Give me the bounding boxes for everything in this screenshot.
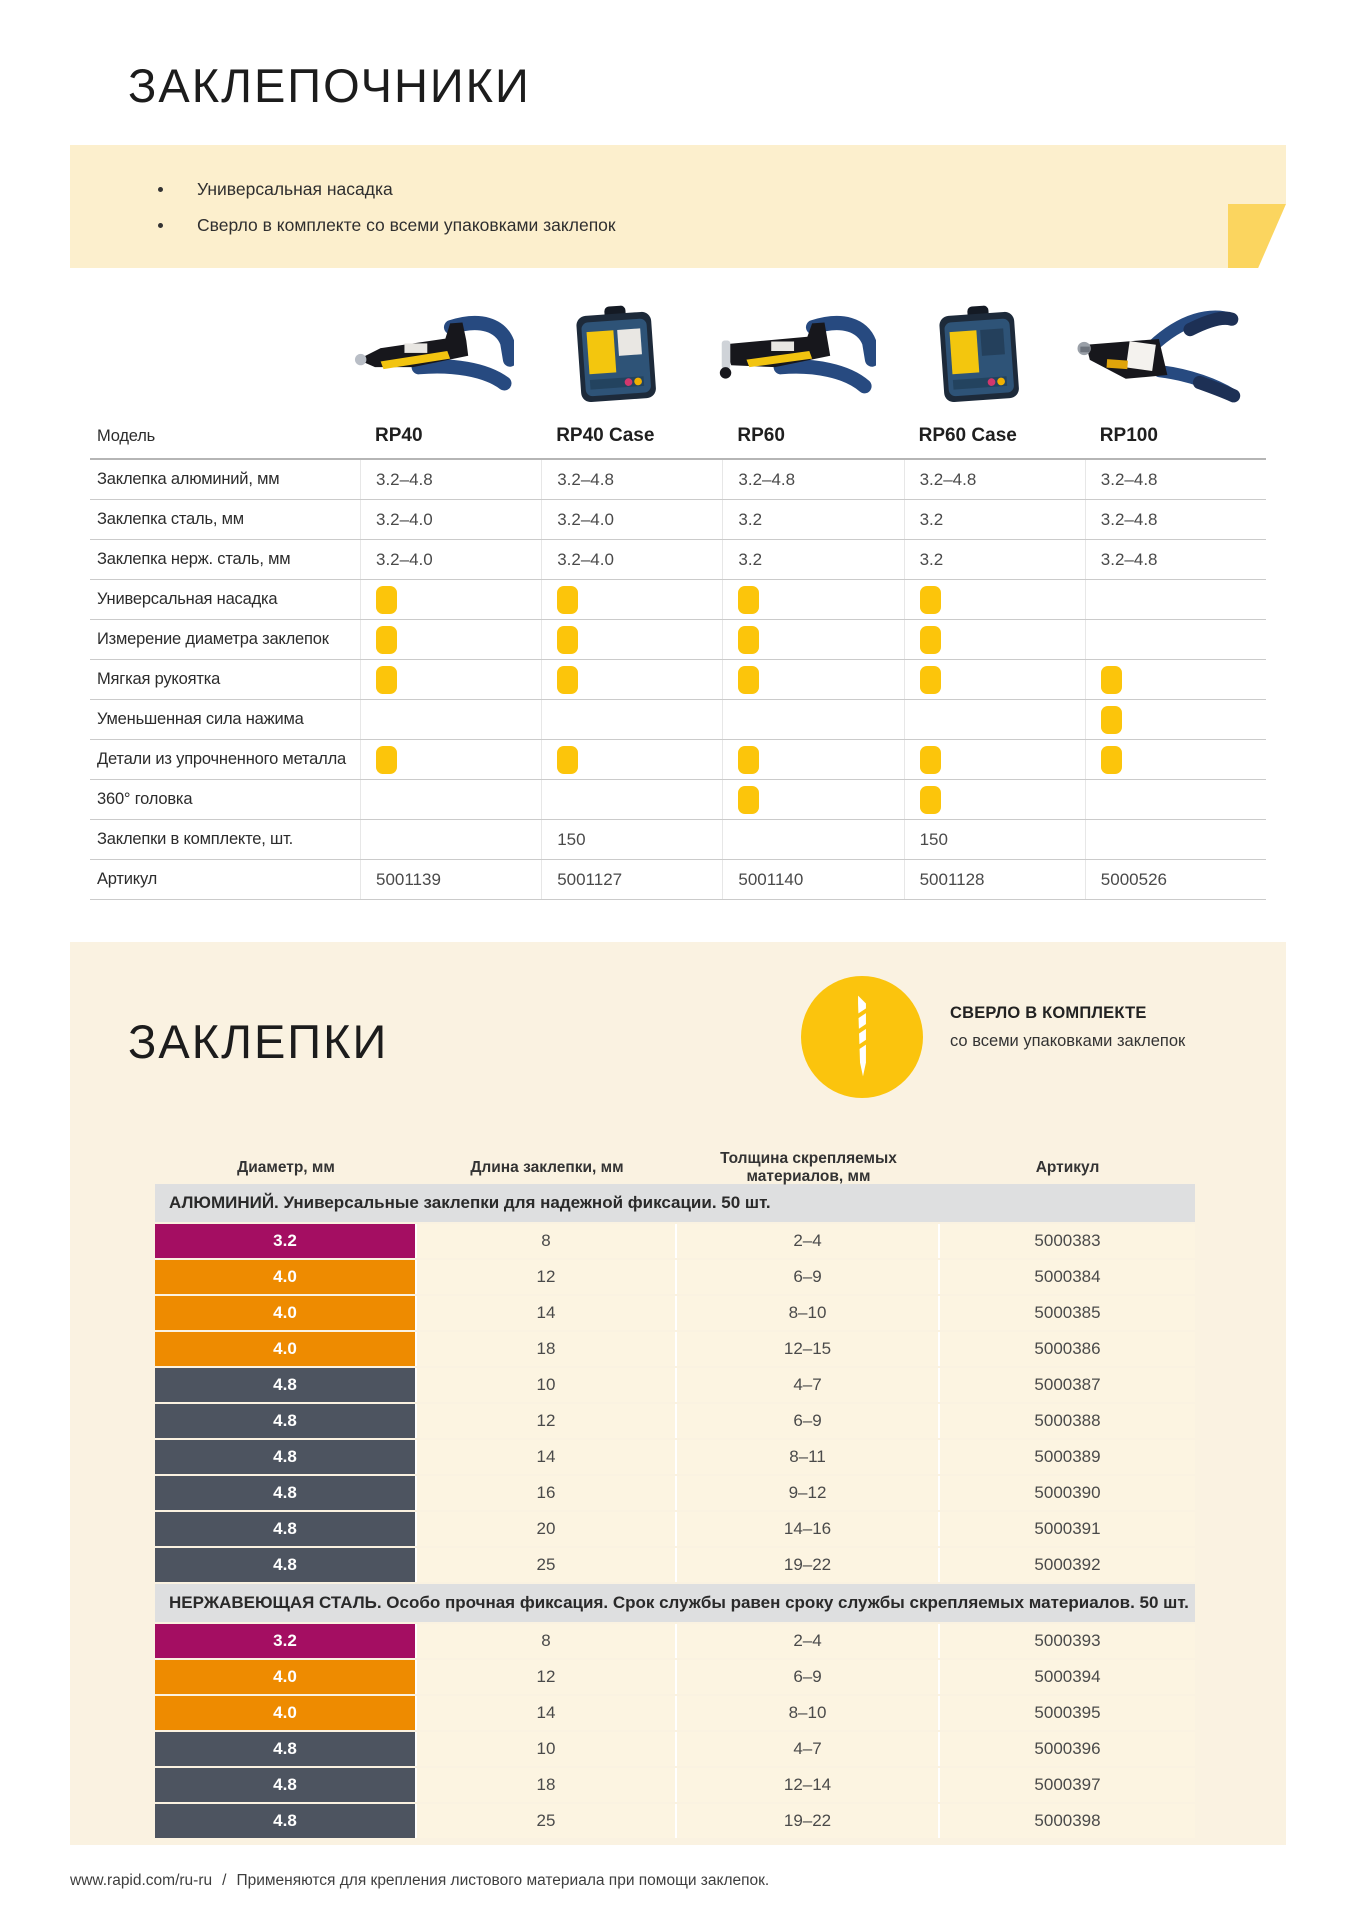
intro-bullet [158,179,1286,200]
diameter-cell: 3.2 [155,1624,417,1658]
diameter-cell: 4.8 [155,1368,417,1402]
cell: 5001127 [541,860,722,899]
bullet-dot [158,187,163,192]
cell [904,620,1085,659]
cell [722,780,903,819]
cell [541,780,722,819]
model-name-rp40-case: RP40 Case [556,425,655,446]
cell: 3.2–4.8 [904,460,1085,499]
length-cell: 12 [417,1404,677,1438]
case-rp60-image [932,300,1028,410]
sku-cell: 5000390 [940,1476,1195,1510]
table-row [155,1768,1195,1802]
diameter-cell: 3.2 [155,1224,417,1258]
sku-cell: 5000394 [940,1660,1195,1694]
table-row [155,1804,1195,1838]
cell [1085,700,1266,739]
table-row [90,740,1266,780]
thickness-cell: 12–15 [677,1332,940,1366]
length-cell: 14 [417,1296,677,1330]
length-cell: 18 [417,1332,677,1366]
cell: 3.2 [722,540,903,579]
cell: 3.2 [904,540,1085,579]
cell: 5000526 [1085,860,1266,899]
feature-mark-icon [920,786,941,814]
feature-mark-icon [920,586,941,614]
page-title-rivets: ЗАКЛЕПКИ [128,1015,389,1068]
rivets-table [155,1150,1195,1840]
material-section-header: НЕРЖАВЕЮЩАЯ СТАЛЬ. Особо прочная фиксация. Срок службы равен сроку службы скрепляемых материалов. 50 шт. [155,1584,1195,1622]
cell [360,700,541,739]
feature-mark-icon [738,666,759,694]
fold-triangle [1228,204,1286,268]
table-row [155,1224,1195,1258]
cell: 3.2–4.0 [541,500,722,539]
bullet-dot [158,223,163,228]
cell: 5001140 [722,860,903,899]
thickness-cell: 8–11 [677,1440,940,1474]
diameter-cell: 4.0 [155,1260,417,1294]
cell: 3.2–4.0 [541,540,722,579]
table-row [155,1368,1195,1402]
cell [722,820,903,859]
cell: 3.2–4.0 [360,540,541,579]
cell [541,740,722,779]
cell: 150 [541,820,722,859]
model-name-rp60: RP60 [737,425,785,446]
table-row [155,1660,1195,1694]
cell: 3.2–4.8 [722,460,903,499]
cell [1085,620,1266,659]
intro-bullet-list [70,145,1286,236]
header-diameter: Диаметр, мм [237,1159,335,1176]
sku-cell: 5000387 [940,1368,1195,1402]
cell: 3.2–4.8 [541,460,722,499]
cell [904,660,1085,699]
thickness-cell: 2–4 [677,1624,940,1658]
table-row [155,1624,1195,1658]
cell: 3.2–4.8 [1085,460,1266,499]
model-name-rp40: RP40 [375,425,423,446]
sku-cell: 5000391 [940,1512,1195,1546]
diameter-cell: 4.8 [155,1512,417,1546]
cell [904,700,1085,739]
diameter-cell: 4.8 [155,1732,417,1766]
feature-mark-icon [920,746,941,774]
table-row [90,820,1266,860]
diameter-cell: 4.8 [155,1804,417,1838]
length-cell: 8 [417,1224,677,1258]
feature-mark-icon [920,666,941,694]
riveter-rp40-image [352,312,514,410]
sku-cell: 5000395 [940,1696,1195,1730]
diameter-cell: 4.8 [155,1404,417,1438]
row-label: Артикул [97,870,158,888]
cell [360,580,541,619]
cell [722,660,903,699]
rivets-table-body [155,1184,1195,1838]
footer-separator: / [222,1872,227,1889]
feature-mark-icon [557,626,578,654]
thickness-cell: 6–9 [677,1404,940,1438]
table-row [155,1696,1195,1730]
row-label: Заклепка сталь, мм [97,510,244,528]
product-image-rp100 [1085,292,1266,414]
length-cell: 10 [417,1368,677,1402]
page-footer [70,1872,769,1890]
row-label: Мягкая рукоятка [97,670,221,688]
sku-cell: 5000383 [940,1224,1195,1258]
thickness-cell: 14–16 [677,1512,940,1546]
length-cell: 14 [417,1440,677,1474]
model-header-row [90,414,1266,460]
row-label: Заклепка нерж. сталь, мм [97,550,291,568]
row-label: Уменьшенная сила нажима [97,710,304,728]
feature-mark-icon [738,746,759,774]
cell [1085,580,1266,619]
cell [360,660,541,699]
sku-cell: 5000385 [940,1296,1195,1330]
cell [904,580,1085,619]
riveters-section [90,292,1266,900]
table-row [90,500,1266,540]
diameter-cell: 4.8 [155,1548,417,1582]
intro-bullet-text: Универсальная насадка [197,179,393,199]
thickness-cell: 19–22 [677,1804,940,1838]
sku-cell: 5000398 [940,1804,1195,1838]
thickness-cell: 8–10 [677,1296,940,1330]
feature-mark-icon [557,586,578,614]
sku-cell: 5000393 [940,1624,1195,1658]
sku-cell: 5000396 [940,1732,1195,1766]
cell: 5001128 [904,860,1085,899]
thickness-cell: 4–7 [677,1732,940,1766]
diameter-cell: 4.8 [155,1440,417,1474]
diameter-cell: 4.8 [155,1768,417,1802]
thickness-cell: 2–4 [677,1224,940,1258]
row-label: Универсальная насадка [97,590,278,608]
feature-mark-icon [920,626,941,654]
cell [360,740,541,779]
length-cell: 14 [417,1696,677,1730]
intro-bullet-text: Сверло в комплекте со всеми упаковками заклепок [197,215,616,235]
table-row [155,1548,1195,1582]
page-fold-corner [1228,204,1286,268]
thickness-cell: 8–10 [677,1696,940,1730]
cell [360,780,541,819]
table-row [155,1732,1195,1766]
table-row [90,700,1266,740]
length-cell: 16 [417,1476,677,1510]
table-row [90,660,1266,700]
feature-mark-icon [738,786,759,814]
cell: 3.2 [904,500,1085,539]
cell [722,700,903,739]
length-cell: 25 [417,1804,677,1838]
table-row [90,620,1266,660]
feature-mark-icon [557,666,578,694]
sku-cell: 5000384 [940,1260,1195,1294]
feature-mark-icon [376,626,397,654]
thickness-cell: 6–9 [677,1260,940,1294]
table-row [155,1404,1195,1438]
feature-mark-icon [738,586,759,614]
feature-mark-icon [1101,706,1122,734]
length-cell: 12 [417,1660,677,1694]
header-thickness: Толщина скрепляемых материалов, мм [720,1150,897,1185]
sku-cell: 5000389 [940,1440,1195,1474]
intro-bullet [158,215,1286,236]
sku-cell: 5000397 [940,1768,1195,1802]
diameter-cell: 4.0 [155,1296,417,1330]
table-row [155,1332,1195,1366]
riveter-rp60-image [714,312,876,410]
row-label: Измерение диаметра заклепок [97,630,329,648]
feature-mark-icon [376,586,397,614]
length-cell: 25 [417,1548,677,1582]
cell [541,580,722,619]
table-row [90,780,1266,820]
row-label: Детали из упрочненного металла [97,750,346,768]
feature-mark-icon [376,666,397,694]
thickness-cell: 6–9 [677,1660,940,1694]
thickness-cell: 4–7 [677,1368,940,1402]
cell: 3.2–4.0 [360,500,541,539]
feature-mark-icon [1101,666,1122,694]
table-row [155,1440,1195,1474]
table-row [155,1476,1195,1510]
cell [1085,780,1266,819]
cell [541,620,722,659]
diameter-cell: 4.0 [155,1696,417,1730]
cell: 3.2–4.8 [1085,500,1266,539]
diameter-cell: 4.0 [155,1332,417,1366]
footer-url[interactable]: www.rapid.com/ru-ru [70,1872,213,1889]
length-cell: 8 [417,1624,677,1658]
thickness-cell: 9–12 [677,1476,940,1510]
table-row [155,1296,1195,1330]
feature-mark-icon [557,746,578,774]
table-row [90,580,1266,620]
length-cell: 20 [417,1512,677,1546]
cell: 5001139 [360,860,541,899]
feature-mark-icon [376,746,397,774]
model-name-rp60-case: RP60 Case [918,425,1017,446]
diameter-cell: 4.0 [155,1660,417,1694]
cell [360,820,541,859]
intro-highlight-box [70,145,1286,268]
length-cell: 10 [417,1732,677,1766]
spacer-cell [90,292,360,414]
thickness-cell: 12–14 [677,1768,940,1802]
row-label: 360° головка [97,790,193,808]
product-image-rp40 [360,292,541,414]
sku-cell: 5000392 [940,1548,1195,1582]
cell [1085,660,1266,699]
material-section-header: АЛЮМИНИЙ. Универсальные заклепки для надежной фиксации. 50 шт. [155,1184,1195,1222]
table-row [90,860,1266,900]
cell: 150 [904,820,1085,859]
page-title-riveters: ЗАКЛЕПОЧНИКИ [128,59,531,112]
drill-badge-subtitle: со всеми упаковками заклепок [950,1032,1186,1050]
diameter-cell: 4.8 [155,1476,417,1510]
feature-mark-icon [1101,746,1122,774]
cell [904,780,1085,819]
row-label: Заклепки в комплекте, шт. [97,830,293,848]
model-name-rp100: RP100 [1099,425,1158,446]
drill-badge-title: СВЕРЛО В КОМПЛЕКТЕ [950,1004,1147,1022]
header-length: Длина заклепки, мм [470,1159,624,1176]
cell: 3.2 [722,500,903,539]
footer-note: Применяются для крепления листового материала при помощи заклепок. [236,1872,770,1889]
cell: 3.2–4.8 [360,460,541,499]
product-image-rp60-case [904,292,1085,414]
cell [360,620,541,659]
cell [722,740,903,779]
sku-cell: 5000386 [940,1332,1195,1366]
cell [1085,820,1266,859]
header-sku: Артикул [1035,1159,1100,1176]
cell [1085,740,1266,779]
length-cell: 18 [417,1768,677,1802]
riveters-table-body [90,460,1266,900]
rivets-table-header [155,1150,1195,1184]
row-label: Заклепка алюминий, мм [97,470,280,488]
product-image-rp40-case [541,292,722,414]
thickness-cell: 19–22 [677,1548,940,1582]
cell [541,700,722,739]
cell: 3.2–4.8 [1085,540,1266,579]
product-image-rp60 [722,292,903,414]
drill-badge-text [950,1004,1185,1051]
cell [722,620,903,659]
product-images-row [90,292,1266,414]
drill-included-badge [801,976,923,1098]
riveter-rp100-image [1069,304,1244,410]
table-row [155,1260,1195,1294]
table-row [90,460,1266,500]
drill-bit-icon [801,976,923,1098]
cell [904,740,1085,779]
table-row [155,1512,1195,1546]
model-row-label: Модель [97,426,156,445]
rivets-section [70,942,1286,1845]
case-rp40-image [569,300,665,410]
table-row [90,540,1266,580]
feature-mark-icon [738,626,759,654]
cell [722,580,903,619]
length-cell: 12 [417,1260,677,1294]
cell [541,660,722,699]
sku-cell: 5000388 [940,1404,1195,1438]
